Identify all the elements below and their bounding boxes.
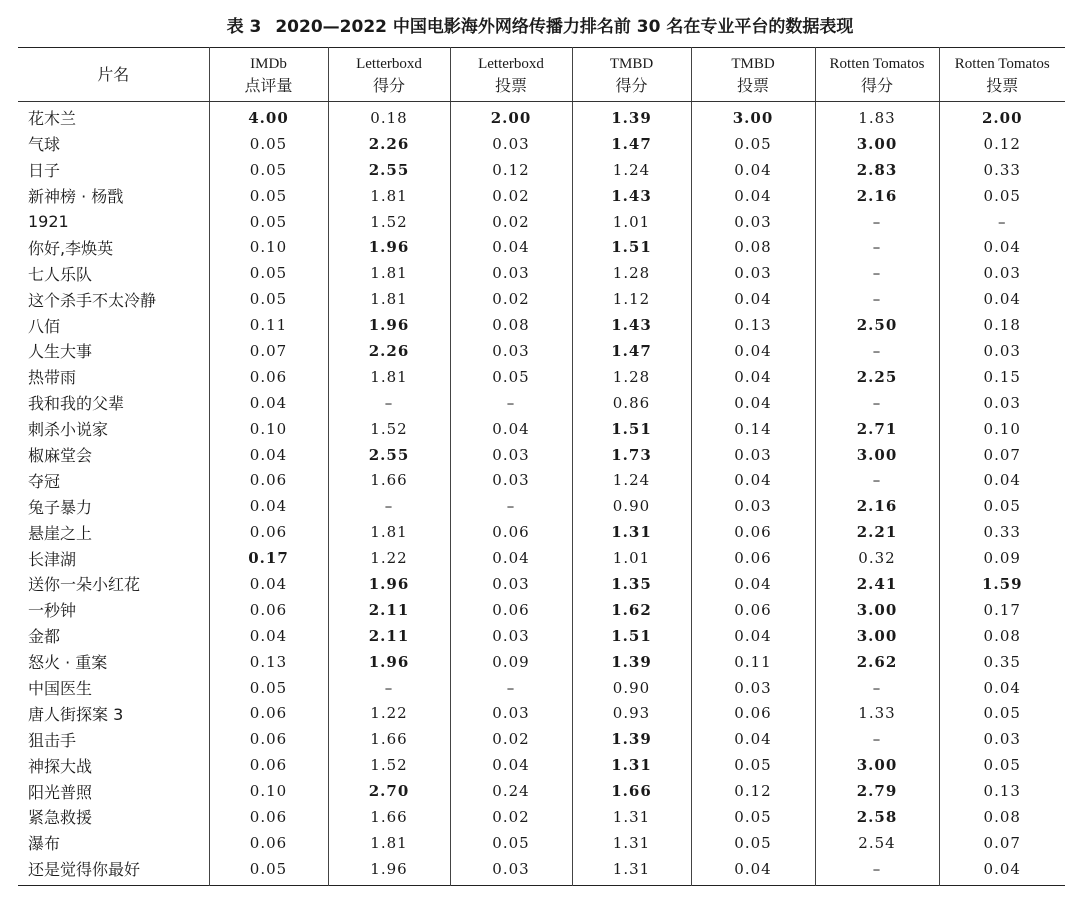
table-row xyxy=(18,416,1065,442)
header-line1: Rotten Tomatos xyxy=(954,55,1050,72)
header-film-name: 片名 xyxy=(18,48,209,102)
tmbd-score-cell: 1.31 xyxy=(572,752,691,778)
header-rotten-tomatos-score xyxy=(815,48,939,102)
letterboxd-votes-cell: 0.05 xyxy=(450,364,572,390)
letterboxd-votes-cell: 0.03 xyxy=(450,131,572,157)
letterboxd-votes-cell: 0.04 xyxy=(450,234,572,260)
rotten-tomatos-score-cell: – xyxy=(815,260,939,286)
film-name-cell: 金都 xyxy=(28,627,61,647)
table-row xyxy=(18,312,1065,338)
header-line1: TMBD xyxy=(731,55,775,72)
rotten-tomatos-score-cell: 3.00 xyxy=(815,752,939,778)
tmbd-score-cell: 1.01 xyxy=(572,209,691,235)
header-tmbd-score xyxy=(572,48,691,102)
imdb-reviews-cell: 0.04 xyxy=(209,390,328,416)
rotten-tomatos-score-cell: 2.21 xyxy=(815,519,939,545)
letterboxd-votes-cell: 0.04 xyxy=(450,416,572,442)
tmbd-votes-cell: 0.04 xyxy=(691,286,815,312)
imdb-reviews-cell: 0.06 xyxy=(209,597,328,623)
rotten-tomatos-votes-cell: 0.35 xyxy=(939,649,1065,675)
imdb-reviews-cell: 0.06 xyxy=(209,726,328,752)
rotten-tomatos-votes-cell: 0.05 xyxy=(939,700,1065,726)
rotten-tomatos-score-cell: 2.62 xyxy=(815,649,939,675)
letterboxd-score-cell: 1.22 xyxy=(328,545,450,571)
letterboxd-votes-cell: – xyxy=(450,675,572,701)
letterboxd-score-cell: 1.66 xyxy=(328,804,450,830)
rotten-tomatos-votes-cell: 0.08 xyxy=(939,623,1065,649)
rotten-tomatos-score-cell: 2.16 xyxy=(815,183,939,209)
rotten-tomatos-score-cell: 2.50 xyxy=(815,312,939,338)
film-name-cell: 紧急救援 xyxy=(28,808,93,828)
rotten-tomatos-votes-cell: 0.03 xyxy=(939,260,1065,286)
rotten-tomatos-votes-cell: 0.33 xyxy=(939,157,1065,183)
letterboxd-votes-cell: – xyxy=(450,390,572,416)
imdb-reviews-cell: 0.06 xyxy=(209,519,328,545)
imdb-reviews-cell: 0.06 xyxy=(209,830,328,856)
table-row xyxy=(18,804,1065,830)
tmbd-score-cell: 1.51 xyxy=(572,234,691,260)
film-name-cell: 刺杀小说家 xyxy=(28,420,109,440)
rotten-tomatos-votes-cell: 0.17 xyxy=(939,597,1065,623)
imdb-reviews-cell: 0.11 xyxy=(209,312,328,338)
imdb-reviews-cell: 0.05 xyxy=(209,131,328,157)
letterboxd-votes-cell: 0.06 xyxy=(450,597,572,623)
letterboxd-votes-cell: 0.04 xyxy=(450,752,572,778)
tmbd-score-cell: 1.47 xyxy=(572,338,691,364)
tmbd-votes-cell: 0.08 xyxy=(691,234,815,260)
rotten-tomatos-score-cell: – xyxy=(815,286,939,312)
tmbd-score-cell: 1.47 xyxy=(572,131,691,157)
table-row xyxy=(18,726,1065,752)
tmbd-votes-cell: 0.12 xyxy=(691,778,815,804)
film-name-cell: 兔子暴力 xyxy=(28,497,93,517)
tmbd-votes-cell: 0.05 xyxy=(691,752,815,778)
table-row xyxy=(18,700,1065,726)
rotten-tomatos-votes-cell: 0.03 xyxy=(939,726,1065,752)
rotten-tomatos-score-cell: – xyxy=(815,726,939,752)
letterboxd-votes-cell: – xyxy=(450,493,572,519)
letterboxd-score-cell: 2.26 xyxy=(328,131,450,157)
letterboxd-votes-cell: 0.03 xyxy=(450,338,572,364)
rotten-tomatos-score-cell: 2.79 xyxy=(815,778,939,804)
imdb-reviews-cell: 0.06 xyxy=(209,752,328,778)
tmbd-votes-cell: 0.06 xyxy=(691,545,815,571)
tmbd-votes-cell: 0.05 xyxy=(691,830,815,856)
letterboxd-score-cell: 0.18 xyxy=(328,102,450,131)
letterboxd-score-cell: 2.26 xyxy=(328,338,450,364)
tmbd-score-cell: 1.31 xyxy=(572,804,691,830)
tmbd-score-cell: 1.51 xyxy=(572,623,691,649)
rotten-tomatos-votes-cell: 0.07 xyxy=(939,442,1065,468)
rotten-tomatos-score-cell: 1.83 xyxy=(815,102,939,131)
table-row xyxy=(18,778,1065,804)
header-imdb-reviews xyxy=(209,48,328,102)
tmbd-votes-cell: 0.11 xyxy=(691,649,815,675)
header-line1: Rotten Tomatos xyxy=(829,55,925,72)
table-row xyxy=(18,597,1065,623)
tmbd-score-cell: 1.28 xyxy=(572,364,691,390)
imdb-reviews-cell: 0.04 xyxy=(209,442,328,468)
tmbd-score-cell: 1.73 xyxy=(572,442,691,468)
imdb-reviews-cell: 0.04 xyxy=(209,493,328,519)
rotten-tomatos-score-cell: – xyxy=(815,467,939,493)
film-name-cell: 新神榜 · 杨戬 xyxy=(28,187,124,207)
tmbd-score-cell: 1.24 xyxy=(572,467,691,493)
imdb-reviews-cell: 0.04 xyxy=(209,571,328,597)
rotten-tomatos-votes-cell: 0.05 xyxy=(939,493,1065,519)
film-name-cell: 气球 xyxy=(28,135,61,155)
letterboxd-score-cell: 1.81 xyxy=(328,830,450,856)
rotten-tomatos-score-cell: 3.00 xyxy=(815,623,939,649)
film-name-cell: 瀑布 xyxy=(28,834,61,854)
rotten-tomatos-score-cell: – xyxy=(815,338,939,364)
rotten-tomatos-score-cell: – xyxy=(815,390,939,416)
header-line2: 投票 xyxy=(736,75,769,95)
letterboxd-votes-cell: 0.03 xyxy=(450,571,572,597)
letterboxd-score-cell: 1.96 xyxy=(328,649,450,675)
rotten-tomatos-votes-cell: 0.05 xyxy=(939,183,1065,209)
rotten-tomatos-score-cell: 3.00 xyxy=(815,442,939,468)
rotten-tomatos-votes-cell: 0.04 xyxy=(939,467,1065,493)
tmbd-votes-cell: 0.03 xyxy=(691,442,815,468)
imdb-reviews-cell: 0.06 xyxy=(209,804,328,830)
table-row xyxy=(18,467,1065,493)
rotten-tomatos-score-cell: 0.32 xyxy=(815,545,939,571)
rotten-tomatos-votes-cell: 0.07 xyxy=(939,830,1065,856)
imdb-reviews-cell: 4.00 xyxy=(209,102,328,131)
table-row xyxy=(18,286,1065,312)
film-name-cell: 这个杀手不太冷静 xyxy=(28,290,157,310)
table-row xyxy=(18,234,1065,260)
rotten-tomatos-votes-cell: 0.08 xyxy=(939,804,1065,830)
imdb-reviews-cell: 0.07 xyxy=(209,338,328,364)
table-row xyxy=(18,260,1065,286)
imdb-reviews-cell: 0.06 xyxy=(209,364,328,390)
tmbd-votes-cell: 3.00 xyxy=(691,102,815,131)
rotten-tomatos-votes-cell: 0.10 xyxy=(939,416,1065,442)
tmbd-score-cell: 0.93 xyxy=(572,700,691,726)
table-row xyxy=(18,364,1065,390)
film-name-cell: 神探大战 xyxy=(28,756,93,776)
tmbd-score-cell: 1.62 xyxy=(572,597,691,623)
rotten-tomatos-votes-cell: 0.13 xyxy=(939,778,1065,804)
rotten-tomatos-votes-cell: 0.04 xyxy=(939,234,1065,260)
film-name-cell: 狙击手 xyxy=(28,730,77,750)
header-line2: 点评量 xyxy=(244,75,293,95)
rotten-tomatos-votes-cell: 0.03 xyxy=(939,390,1065,416)
tmbd-score-cell: 1.51 xyxy=(572,416,691,442)
rotten-tomatos-votes-cell: 2.00 xyxy=(939,102,1065,131)
table-row xyxy=(18,338,1065,364)
imdb-reviews-cell: 0.13 xyxy=(209,649,328,675)
table-row xyxy=(18,157,1065,183)
letterboxd-score-cell: 2.70 xyxy=(328,778,450,804)
header-line1: IMDb xyxy=(250,55,287,72)
rotten-tomatos-score-cell: – xyxy=(815,209,939,235)
letterboxd-score-cell: 1.96 xyxy=(328,856,450,885)
tmbd-votes-cell: 0.04 xyxy=(691,390,815,416)
letterboxd-votes-cell: 0.24 xyxy=(450,778,572,804)
imdb-reviews-cell: 0.06 xyxy=(209,467,328,493)
letterboxd-votes-cell: 0.03 xyxy=(450,442,572,468)
tmbd-score-cell: 1.39 xyxy=(572,649,691,675)
tmbd-votes-cell: 0.06 xyxy=(691,519,815,545)
table-row xyxy=(18,623,1065,649)
tmbd-votes-cell: 0.03 xyxy=(691,260,815,286)
rotten-tomatos-score-cell: 3.00 xyxy=(815,131,939,157)
tmbd-votes-cell: 0.14 xyxy=(691,416,815,442)
imdb-reviews-cell: 0.04 xyxy=(209,623,328,649)
header-row xyxy=(18,48,1065,102)
tmbd-votes-cell: 0.03 xyxy=(691,493,815,519)
imdb-reviews-cell: 0.05 xyxy=(209,675,328,701)
tmbd-votes-cell: 0.04 xyxy=(691,338,815,364)
rotten-tomatos-votes-cell: 0.12 xyxy=(939,131,1065,157)
tmbd-score-cell: 0.90 xyxy=(572,493,691,519)
header-line2: 得分 xyxy=(615,75,648,95)
table-row xyxy=(18,519,1065,545)
tmbd-votes-cell: 0.13 xyxy=(691,312,815,338)
tmbd-votes-cell: 0.04 xyxy=(691,571,815,597)
tmbd-votes-cell: 0.04 xyxy=(691,157,815,183)
letterboxd-votes-cell: 0.09 xyxy=(450,649,572,675)
film-name-cell: 人生大事 xyxy=(28,342,93,362)
rotten-tomatos-score-cell: 2.16 xyxy=(815,493,939,519)
film-name-cell: 你好,李焕英 xyxy=(28,238,114,258)
table-row xyxy=(18,830,1065,856)
tmbd-votes-cell: 0.03 xyxy=(691,675,815,701)
letterboxd-score-cell: – xyxy=(328,675,450,701)
letterboxd-votes-cell: 0.12 xyxy=(450,157,572,183)
rotten-tomatos-score-cell: – xyxy=(815,856,939,885)
header-line1: Letterboxd xyxy=(478,55,544,72)
tmbd-score-cell: 1.35 xyxy=(572,571,691,597)
tmbd-votes-cell: 0.05 xyxy=(691,804,815,830)
rotten-tomatos-votes-cell: 0.04 xyxy=(939,286,1065,312)
letterboxd-votes-cell: 2.00 xyxy=(450,102,572,131)
table-row xyxy=(18,493,1065,519)
film-name-cell: 七人乐队 xyxy=(28,264,93,284)
rotten-tomatos-score-cell: 2.41 xyxy=(815,571,939,597)
tmbd-score-cell: 1.24 xyxy=(572,157,691,183)
tmbd-votes-cell: 0.05 xyxy=(691,131,815,157)
imdb-reviews-cell: 0.05 xyxy=(209,260,328,286)
letterboxd-votes-cell: 0.02 xyxy=(450,726,572,752)
letterboxd-score-cell: 1.96 xyxy=(328,312,450,338)
table-caption xyxy=(0,14,1080,40)
rotten-tomatos-score-cell: – xyxy=(815,234,939,260)
table-row xyxy=(18,183,1065,209)
rotten-tomatos-votes-cell: 0.05 xyxy=(939,752,1065,778)
table-title: 2020—2022 中国电影海外网络传播力排名前 30 名在专业平台的数据表现 xyxy=(275,17,854,37)
rotten-tomatos-score-cell: 2.25 xyxy=(815,364,939,390)
letterboxd-score-cell: 2.11 xyxy=(328,597,450,623)
rotten-tomatos-score-cell: 2.71 xyxy=(815,416,939,442)
tmbd-score-cell: 1.12 xyxy=(572,286,691,312)
film-name-cell: 送你一朵小红花 xyxy=(28,575,141,595)
tmbd-votes-cell: 0.04 xyxy=(691,183,815,209)
imdb-reviews-cell: 0.05 xyxy=(209,856,328,885)
letterboxd-score-cell: 1.66 xyxy=(328,467,450,493)
tmbd-score-cell: 1.39 xyxy=(572,102,691,131)
letterboxd-score-cell: 1.52 xyxy=(328,416,450,442)
letterboxd-votes-cell: 0.05 xyxy=(450,830,572,856)
film-name-cell: 一秒钟 xyxy=(28,601,77,621)
letterboxd-score-cell: 1.96 xyxy=(328,571,450,597)
rotten-tomatos-score-cell: 1.33 xyxy=(815,700,939,726)
film-name-cell: 悬崖之上 xyxy=(28,523,93,543)
tmbd-votes-cell: 0.03 xyxy=(691,209,815,235)
rotten-tomatos-votes-cell: 0.09 xyxy=(939,545,1065,571)
table-row xyxy=(18,102,1065,131)
imdb-reviews-cell: 0.10 xyxy=(209,416,328,442)
rotten-tomatos-score-cell: 2.83 xyxy=(815,157,939,183)
header-line2: 投票 xyxy=(494,75,527,95)
letterboxd-votes-cell: 0.03 xyxy=(450,700,572,726)
film-name-cell: 椒麻堂会 xyxy=(28,446,93,466)
table-row xyxy=(18,209,1065,235)
imdb-reviews-cell: 0.05 xyxy=(209,157,328,183)
letterboxd-votes-cell: 0.02 xyxy=(450,183,572,209)
film-name-cell: 1921 xyxy=(28,212,69,231)
tmbd-score-cell: 1.28 xyxy=(572,260,691,286)
header-line2: 得分 xyxy=(860,75,893,95)
table-row xyxy=(18,442,1065,468)
rotten-tomatos-score-cell: 2.54 xyxy=(815,830,939,856)
tmbd-score-cell: 1.66 xyxy=(572,778,691,804)
imdb-reviews-cell: 0.17 xyxy=(209,545,328,571)
tmbd-votes-cell: 0.04 xyxy=(691,856,815,885)
letterboxd-votes-cell: 0.02 xyxy=(450,286,572,312)
letterboxd-votes-cell: 0.08 xyxy=(450,312,572,338)
letterboxd-score-cell: 1.96 xyxy=(328,234,450,260)
film-name-cell: 花木兰 xyxy=(28,109,77,129)
imdb-reviews-cell: 0.05 xyxy=(209,183,328,209)
table-body xyxy=(18,102,1065,886)
rotten-tomatos-votes-cell: 0.04 xyxy=(939,675,1065,701)
table-number: 表 3 xyxy=(226,17,262,37)
rotten-tomatos-votes-cell: 0.33 xyxy=(939,519,1065,545)
letterboxd-score-cell: 1.81 xyxy=(328,260,450,286)
letterboxd-score-cell: 1.52 xyxy=(328,752,450,778)
tmbd-score-cell: 1.31 xyxy=(572,519,691,545)
film-name-cell: 夺冠 xyxy=(28,471,61,491)
table-row xyxy=(18,545,1065,571)
header-line1: TMBD xyxy=(609,55,654,72)
film-name-cell: 热带雨 xyxy=(28,368,77,388)
film-name-cell: 八佰 xyxy=(28,316,61,336)
tmbd-votes-cell: 0.04 xyxy=(691,726,815,752)
film-name-cell: 还是觉得你最好 xyxy=(28,860,141,880)
film-name-cell: 唐人街探案 3 xyxy=(28,704,124,724)
tmbd-votes-cell: 0.06 xyxy=(691,597,815,623)
letterboxd-votes-cell: 0.03 xyxy=(450,467,572,493)
header-line1: Letterboxd xyxy=(356,55,422,72)
table-row xyxy=(18,649,1065,675)
tmbd-score-cell: 1.39 xyxy=(572,726,691,752)
rotten-tomatos-votes-cell: 0.03 xyxy=(939,338,1065,364)
letterboxd-score-cell: 1.81 xyxy=(328,364,450,390)
letterboxd-score-cell: 2.11 xyxy=(328,623,450,649)
tmbd-score-cell: 1.31 xyxy=(572,856,691,885)
letterboxd-score-cell: – xyxy=(328,493,450,519)
tmbd-votes-cell: 0.04 xyxy=(691,467,815,493)
table-row xyxy=(18,856,1065,885)
film-name-cell: 长津湖 xyxy=(28,549,77,569)
imdb-reviews-cell: 0.06 xyxy=(209,700,328,726)
letterboxd-score-cell: 1.81 xyxy=(328,519,450,545)
tmbd-votes-cell: 0.04 xyxy=(691,364,815,390)
tmbd-score-cell: 0.86 xyxy=(572,390,691,416)
letterboxd-score-cell: 2.55 xyxy=(328,442,450,468)
letterboxd-votes-cell: 0.02 xyxy=(450,209,572,235)
rotten-tomatos-score-cell: 3.00 xyxy=(815,597,939,623)
letterboxd-votes-cell: 0.04 xyxy=(450,545,572,571)
letterboxd-score-cell: 1.52 xyxy=(328,209,450,235)
tmbd-score-cell: 1.01 xyxy=(572,545,691,571)
letterboxd-votes-cell: 0.06 xyxy=(450,519,572,545)
rotten-tomatos-votes-cell: 1.59 xyxy=(939,571,1065,597)
rotten-tomatos-votes-cell: 0.18 xyxy=(939,312,1065,338)
table-row xyxy=(18,675,1065,701)
letterboxd-votes-cell: 0.02 xyxy=(450,804,572,830)
table-row xyxy=(18,571,1065,597)
header-tmbd-votes xyxy=(691,48,815,102)
film-name-cell: 怒火 · 重案 xyxy=(28,653,108,673)
letterboxd-votes-cell: 0.03 xyxy=(450,856,572,885)
rotten-tomatos-score-cell: 2.58 xyxy=(815,804,939,830)
header-line2: 得分 xyxy=(372,75,405,95)
tmbd-votes-cell: 0.06 xyxy=(691,700,815,726)
table-row xyxy=(18,390,1065,416)
rotten-tomatos-votes-cell: 0.04 xyxy=(939,856,1065,885)
table-row xyxy=(18,131,1065,157)
letterboxd-score-cell: 1.66 xyxy=(328,726,450,752)
header-rotten-tomatos-votes xyxy=(939,48,1065,102)
tmbd-score-cell: 1.31 xyxy=(572,830,691,856)
letterboxd-votes-cell: 0.03 xyxy=(450,623,572,649)
rotten-tomatos-score-cell: – xyxy=(815,675,939,701)
letterboxd-votes-cell: 0.03 xyxy=(450,260,572,286)
header-line2: 投票 xyxy=(986,75,1019,95)
imdb-reviews-cell: 0.05 xyxy=(209,209,328,235)
tmbd-score-cell: 1.43 xyxy=(572,312,691,338)
letterboxd-score-cell: 1.81 xyxy=(328,286,450,312)
film-name-cell: 日子 xyxy=(28,161,61,181)
letterboxd-score-cell: 1.22 xyxy=(328,700,450,726)
imdb-reviews-cell: 0.10 xyxy=(209,778,328,804)
imdb-reviews-cell: 0.05 xyxy=(209,286,328,312)
letterboxd-score-cell: 1.81 xyxy=(328,183,450,209)
data-table xyxy=(18,47,1065,886)
table-row xyxy=(18,752,1065,778)
tmbd-votes-cell: 0.04 xyxy=(691,623,815,649)
film-name-cell: 中国医生 xyxy=(28,679,93,699)
letterboxd-score-cell: 2.55 xyxy=(328,157,450,183)
tmbd-score-cell: 0.90 xyxy=(572,675,691,701)
header-letterboxd-score xyxy=(328,48,450,102)
tmbd-score-cell: 1.43 xyxy=(572,183,691,209)
letterboxd-score-cell: – xyxy=(328,390,450,416)
film-name-cell: 阳光普照 xyxy=(28,782,93,802)
header-letterboxd-votes xyxy=(450,48,572,102)
rotten-tomatos-votes-cell: – xyxy=(939,209,1065,235)
rotten-tomatos-votes-cell: 0.15 xyxy=(939,364,1065,390)
film-name-cell: 我和我的父辈 xyxy=(28,394,125,414)
imdb-reviews-cell: 0.10 xyxy=(209,234,328,260)
